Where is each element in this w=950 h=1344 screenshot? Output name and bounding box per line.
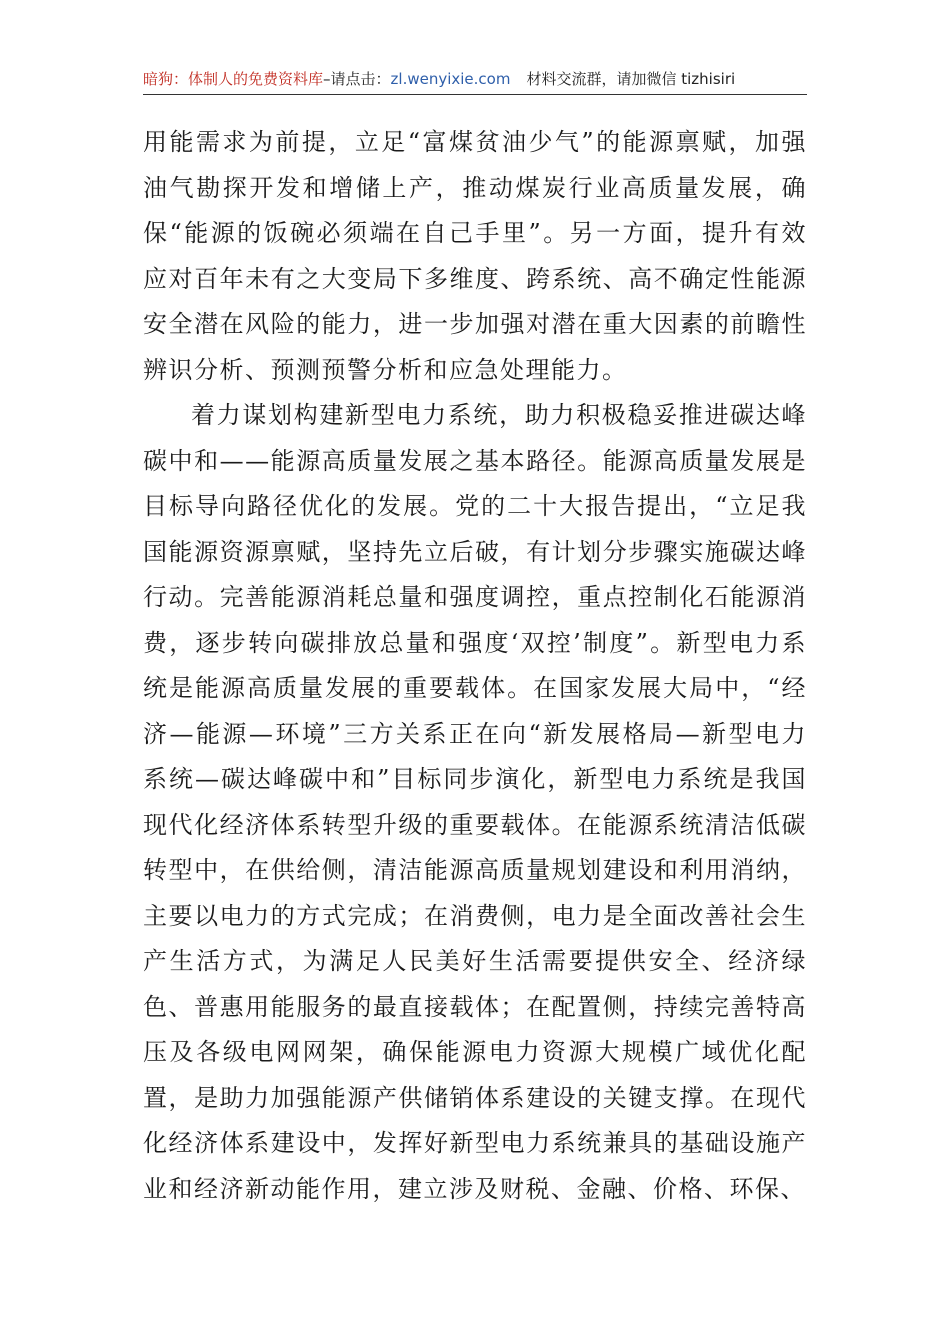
document-body: [143, 120, 807, 1212]
page-header: [143, 68, 807, 95]
paragraph-new-power-system: 着力谋划构建新型电力系统，助力积极稳妥推进碳达峰碳中和——能源高质量发展之基本路径。能源高质量发展是目标导向路径优化的发展。党的二十大报告提出，“立足我国能源资源禀赋，坚持先立后破，有计划分步骤实施碳达峰行动。完善能源消耗总量和强度调控，重点控制化石能源消费，逐步转向碳排放总量和强度‘双控’制度”。新型电力系统是能源高质量发展的重要载体。在国家发展大局中，“经济—能源—环境”三方关系正在向“新发展格局—新型电力系统—碳达峰碳中和”目标同步演化，新型电力系统是我国现代化经济体系转型升级的重要载体。在能源系统清洁低碳转型中，在供给侧，清洁能源高质量规划建设和利用消纳，主要以电力的方式完成；在消费侧，电力是全面改善社会生产生活方式，为满足人民美好生活需要提供安全、经济绿色、普惠用能服务的最直接载体；在配置侧，持续完善特高压及各级电网网架，确保能源电力资源大规模广域优化配置，是助力加强能源产供储销体系建设的关键支撑。在现代化经济体系建设中，发挥好新型电力系统兼具的基础设施产业和经济新动能作用，建立涉及财税、金融、价格、环保、: [143, 401, 807, 1203]
header-brand-text: 暗狗：体制人的免费资料库: [143, 70, 324, 88]
header-click-prompt: –请点击：: [323, 70, 391, 88]
paragraph-continued: 用能需求为前提，立足“富煤贫油少气”的能源禀赋，加强油气勘探开发和增储上产，推动煤炭行业高质量发展，确保“能源的饭碗必须端在自己手里”。另一方面，提升有效应对百年未有之大变局下多维度、跨系统、高不确定性能源安全潜在风险的能力，进一步加强对潜在重大因素的前瞻性辨识分析、预测预警分析和应急处理能力。: [143, 128, 807, 384]
header-group-text: 材料交流群，请加微信 tizhisiri: [526, 70, 736, 88]
header-url-link[interactable]: zl.wenyixie.com: [390, 70, 511, 88]
